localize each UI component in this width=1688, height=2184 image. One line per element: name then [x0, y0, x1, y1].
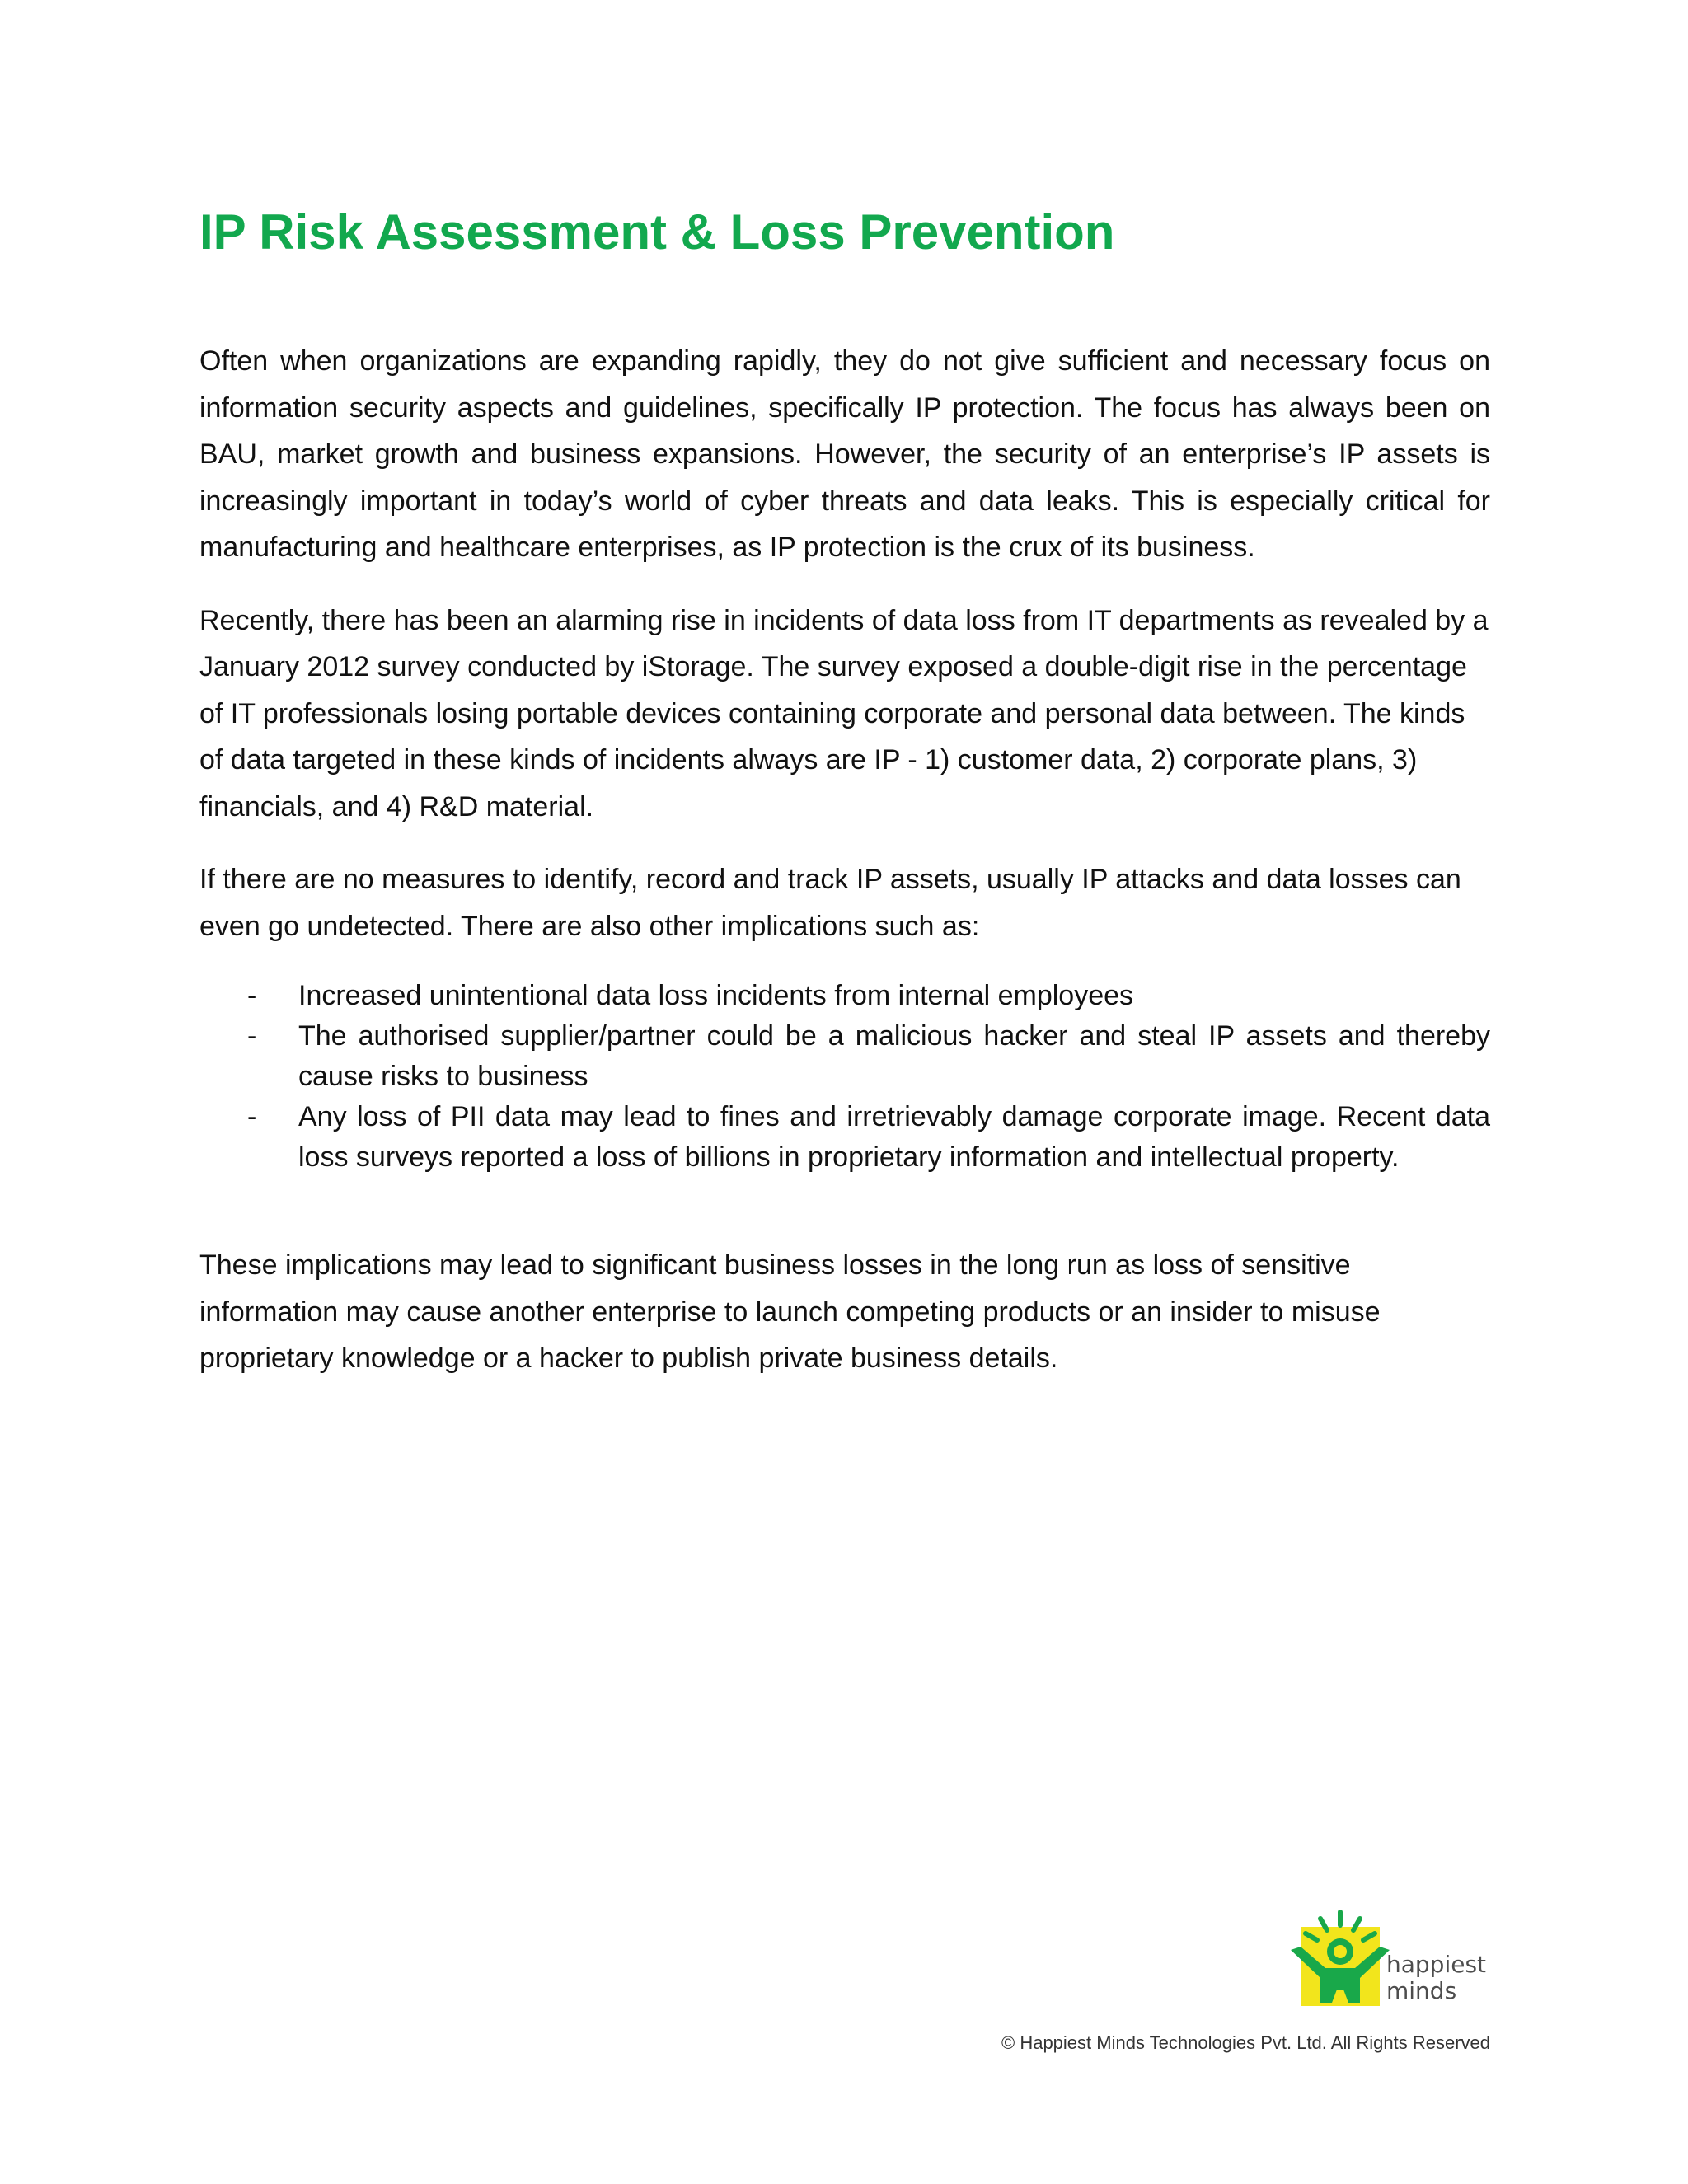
logo-wordmark: [1386, 1952, 1486, 2004]
list-item: [199, 976, 1490, 1016]
list-item: [199, 1016, 1490, 1097]
paragraph-survey: Recently, there has been an alarming rise in incidents of data loss from IT departments as revealed by a January 2012 survey conducted by iStorage. The survey exposed a double-digit rise in the percentage of IT professionals losing portable devices containing corporate and personal data between. The kinds of data targeted in these kinds of incidents always are IP - 1) customer data, 2) corporate plans, 3) financials, and 4) R&D material.: [199, 604, 1489, 823]
logo-wordmark-line1: happiest: [1386, 1951, 1487, 1978]
implications-list: [199, 976, 1490, 1178]
list-item: [199, 1097, 1490, 1178]
paragraph-implications: If there are no measures to identify, record and track IP assets, usually IP attacks and data losses can even go undetected. There are also other implications such as:: [199, 864, 1461, 942]
list-item-text: Any loss of PII data may lead to fines and irretrievably damage corporate image. Recent data loss surveys reported a loss of billions in proprietary information and intellectual property.: [298, 1101, 1490, 1173]
bullet-dash: -: [247, 980, 257, 1011]
list-item-text: Increased unintentional data loss incidents from internal employees: [298, 980, 1134, 1011]
bullet-dash: -: [247, 1101, 257, 1132]
bullet-dash: -: [247, 1020, 257, 1052]
document-body: [199, 338, 1490, 1408]
page-title: IP Risk Assessment & Loss Prevention: [199, 204, 1115, 260]
paragraph-intro: Often when organizations are expanding rapidly, they do not give sufficient and necessary focus on information security aspects and guidelines, specifically IP protection. The focus has always been on BAU, market growth and business expansions. However, the security of an enterprise’s IP assets is increasingly important in today’s world of cyber threats and data leaks. This is especially critical for manufacturing and healthcare enterprises, as IP protection is the crux of its business.: [199, 345, 1490, 563]
paragraph-closing: These implications may lead to significant business losses in the long run as loss of sensitive information may cause another enterprise to launch competing products or an insider to misuse proprietary knowledge or a hacker to publish private business details.: [199, 1249, 1381, 1374]
copyright-footer: © Happiest Minds Technologies Pvt. Ltd. All Rights Reserved: [1001, 2032, 1490, 2053]
list-item-text: The authorised supplier/partner could be a malicious hacker and steal IP assets and thereby cause risks to business: [298, 1020, 1490, 1092]
logo-wordmark-line2: minds: [1386, 1977, 1457, 2004]
